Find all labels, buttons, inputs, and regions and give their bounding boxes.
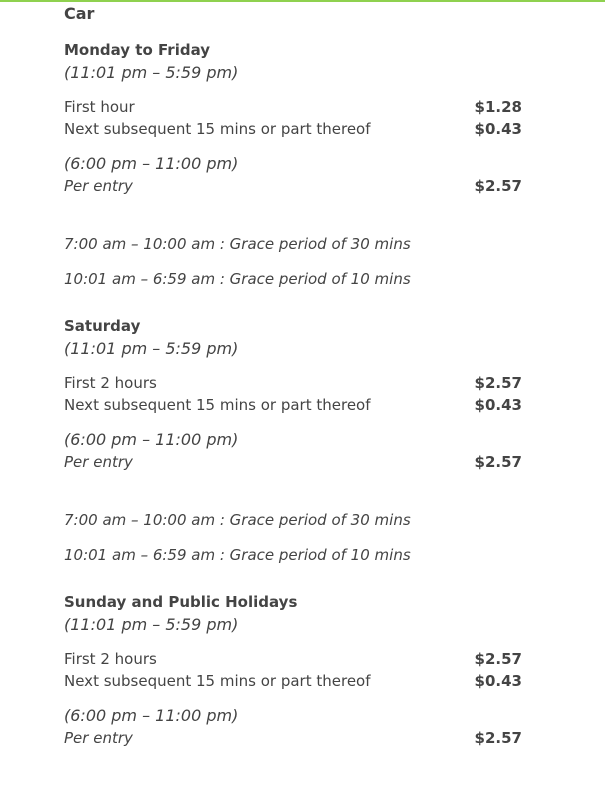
section-heading: Saturday (64, 317, 141, 335)
rates-section-sunday-holidays (64, 593, 524, 773)
rate-value: $2.57 (474, 650, 522, 668)
top-accent-line (0, 0, 605, 2)
rates-section-saturday (64, 317, 524, 564)
section-heading: Sunday and Public Holidays (64, 593, 298, 611)
rate-value: $1.28 (474, 98, 522, 116)
rate-value: $2.57 (474, 374, 522, 392)
entry-label: Per entry (64, 177, 133, 195)
rate-label: Next subsequent 15 mins or part thereof (64, 396, 371, 414)
rates-section-weekday (64, 41, 524, 288)
grace-period-note: 7:00 am – 10:00 am : Grace period of 30 mins (64, 235, 411, 253)
day-hours: (11:01 pm – 5:59 pm) (64, 339, 239, 358)
evening-hours: (6:00 pm – 11:00 pm) (64, 154, 239, 173)
section-heading: Monday to Friday (64, 41, 211, 59)
day-hours: (11:01 pm – 5:59 pm) (64, 63, 239, 82)
rate-value: $0.43 (474, 396, 522, 414)
evening-hours: (6:00 pm – 11:00 pm) (64, 430, 239, 449)
vehicle-title: Car (64, 4, 95, 23)
rate-label: First 2 hours (64, 650, 157, 668)
rate-label: First 2 hours (64, 374, 157, 392)
rate-value: $0.43 (474, 120, 522, 138)
entry-value: $2.57 (474, 177, 522, 195)
grace-period-note: 7:00 am – 10:00 am : Grace period of 30 mins (64, 511, 411, 529)
rate-label: Next subsequent 15 mins or part thereof (64, 672, 371, 690)
evening-hours: (6:00 pm – 11:00 pm) (64, 706, 239, 725)
day-hours: (11:01 pm – 5:59 pm) (64, 615, 239, 634)
rate-value: $0.43 (474, 672, 522, 690)
entry-value: $2.57 (474, 453, 522, 471)
grace-period-note: 10:01 am – 6:59 am : Grace period of 10 mins (64, 270, 411, 288)
rate-label: Next subsequent 15 mins or part thereof (64, 120, 371, 138)
grace-period-note: 10:01 am – 6:59 am : Grace period of 10 mins (64, 546, 411, 564)
entry-label: Per entry (64, 729, 133, 747)
entry-value: $2.57 (474, 729, 522, 747)
rate-label: First hour (64, 98, 135, 116)
entry-label: Per entry (64, 453, 133, 471)
